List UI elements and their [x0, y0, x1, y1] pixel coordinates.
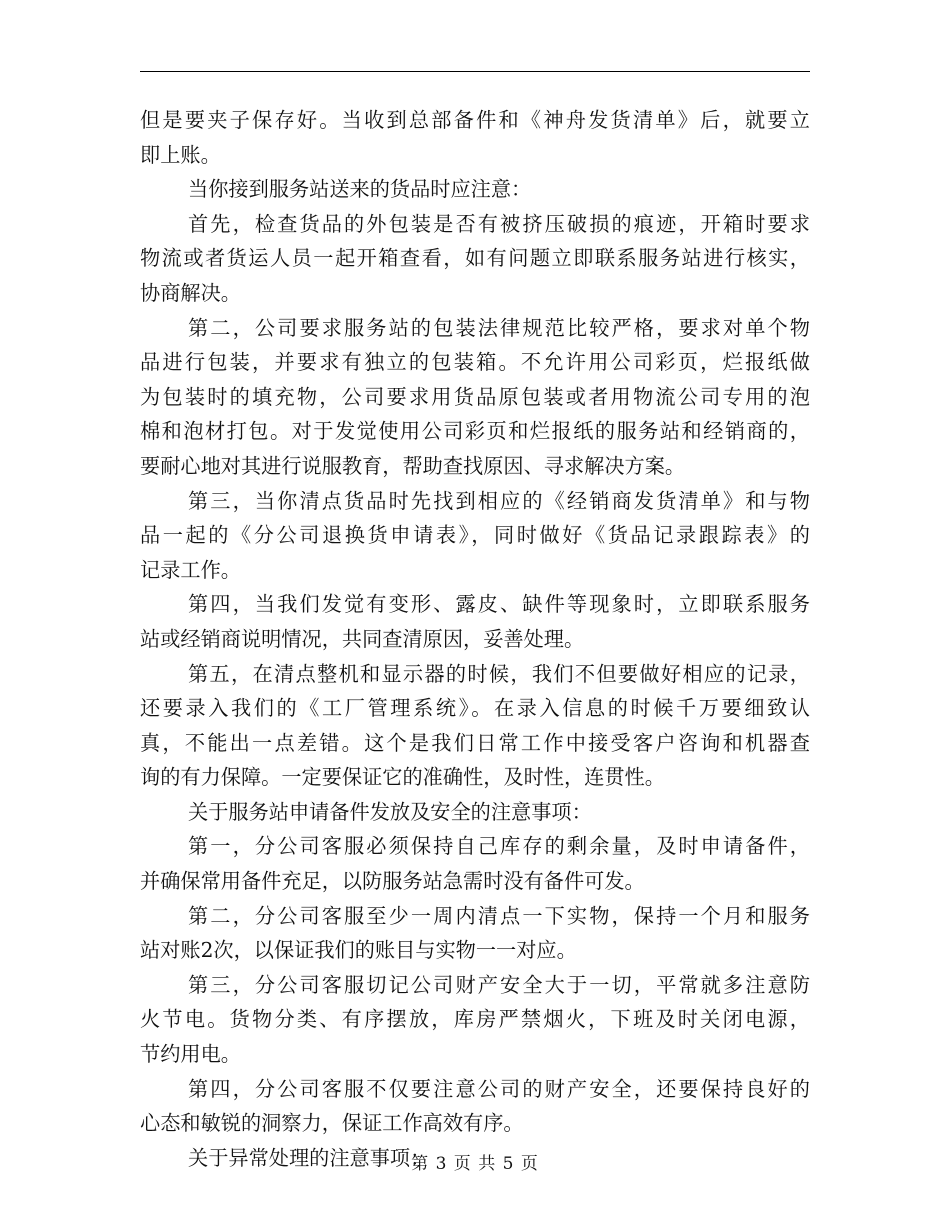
text-line: 但是要夹子保存好。当收到总部备件和《神舟发货清单》后，就要立: [140, 108, 810, 132]
text-line: 品一起的《分公司退换货申请表》，同时做好《货品记录跟踪表》的: [140, 523, 810, 548]
document-body: [140, 103, 810, 1175]
text-line: 第二，公司要求服务站的包装法律规范比较严格，要求对单个物: [188, 315, 810, 340]
text-line: 第五，在清点整机和显示器的时候，我们不但要做好相应的记录，: [188, 661, 810, 686]
text-line: 站对账2次，以保证我们的账目与实物一一对应。: [140, 938, 577, 963]
header-rule: [140, 71, 810, 72]
text-line: 询的有力保障。一定要保证它的准确性，及时性，连贯性。: [140, 765, 665, 790]
text-line: 协商解决。: [140, 280, 241, 305]
text-line: 首先，检查货品的外包装是否有被挤压破损的痕迹，开箱时要求: [188, 211, 810, 236]
text-line: 并确保常用备件充足，以防服务站急需时没有备件可发。: [140, 869, 645, 894]
text-line: 要耐心地对其进行说服教育，帮助查找原因、寻求解决方案。: [140, 453, 686, 478]
text-line: 第三，分公司客服切记公司财产安全大于一切，平常就多注意防: [188, 972, 810, 997]
page-number-footer: 第 3 页 共 5 页: [411, 1154, 539, 1174]
text-line: 站或经销商说明情况，共同查清原因，妥善处理。: [140, 626, 585, 651]
text-line: 还要录入我们的《工厂管理系统》。在录入信息的时候千万要细致认: [140, 696, 810, 721]
text-line: 第三，当你清点货品时先找到相应的《经销商发货清单》和与物: [188, 488, 810, 513]
text-line: 物流或者货运人员一起开箱查看，如有问题立即联系服务站进行核实，: [140, 246, 810, 271]
text-line: 关于服务站申请备件发放及安全的注意事项：: [188, 799, 592, 824]
text-line: 第一，分公司客服必须保持自己库存的剩余量，及时申请备件，: [188, 834, 810, 859]
text-line: 第四，分公司客服不仅要注意公司的财产安全，还要保持良好的: [188, 1076, 810, 1101]
text-line: 记录工作。: [140, 557, 241, 582]
text-line: 品进行包装，并要求有独立的包装箱。不允许用公司彩页，烂报纸做: [140, 350, 810, 375]
text-line: 第二，分公司客服至少一周内清点一下实物，保持一个月和服务: [188, 903, 810, 928]
text-line: 节约用电。: [140, 1042, 241, 1067]
text-line: 棉和泡材打包。对于发觉使用公司彩页和烂报纸的服务站和经销商的，: [140, 419, 810, 444]
text-line: 当你接到服务站送来的货品时应注意：: [188, 177, 532, 202]
text-line: 心态和敏锐的洞察力，保证工作高效有序。: [140, 1111, 524, 1136]
text-line: 关于异常处理的注意事项：: [188, 1145, 431, 1170]
text-line: 为包装时的填充物，公司要求用货品原包装或者用物流公司专用的泡: [140, 384, 810, 409]
text-line: 真，不能出一点差错。这个是我们日常工作中接受客户咨询和机器查: [140, 730, 810, 755]
text-line: 火节电。货物分类、有序摆放，库房严禁烟火，下班及时关闭电源，: [140, 1007, 810, 1032]
text-line: 第四，当我们发觉有变形、露皮、缺件等现象时，立即联系服务: [188, 592, 810, 617]
text-line: 即上账。: [140, 142, 221, 167]
